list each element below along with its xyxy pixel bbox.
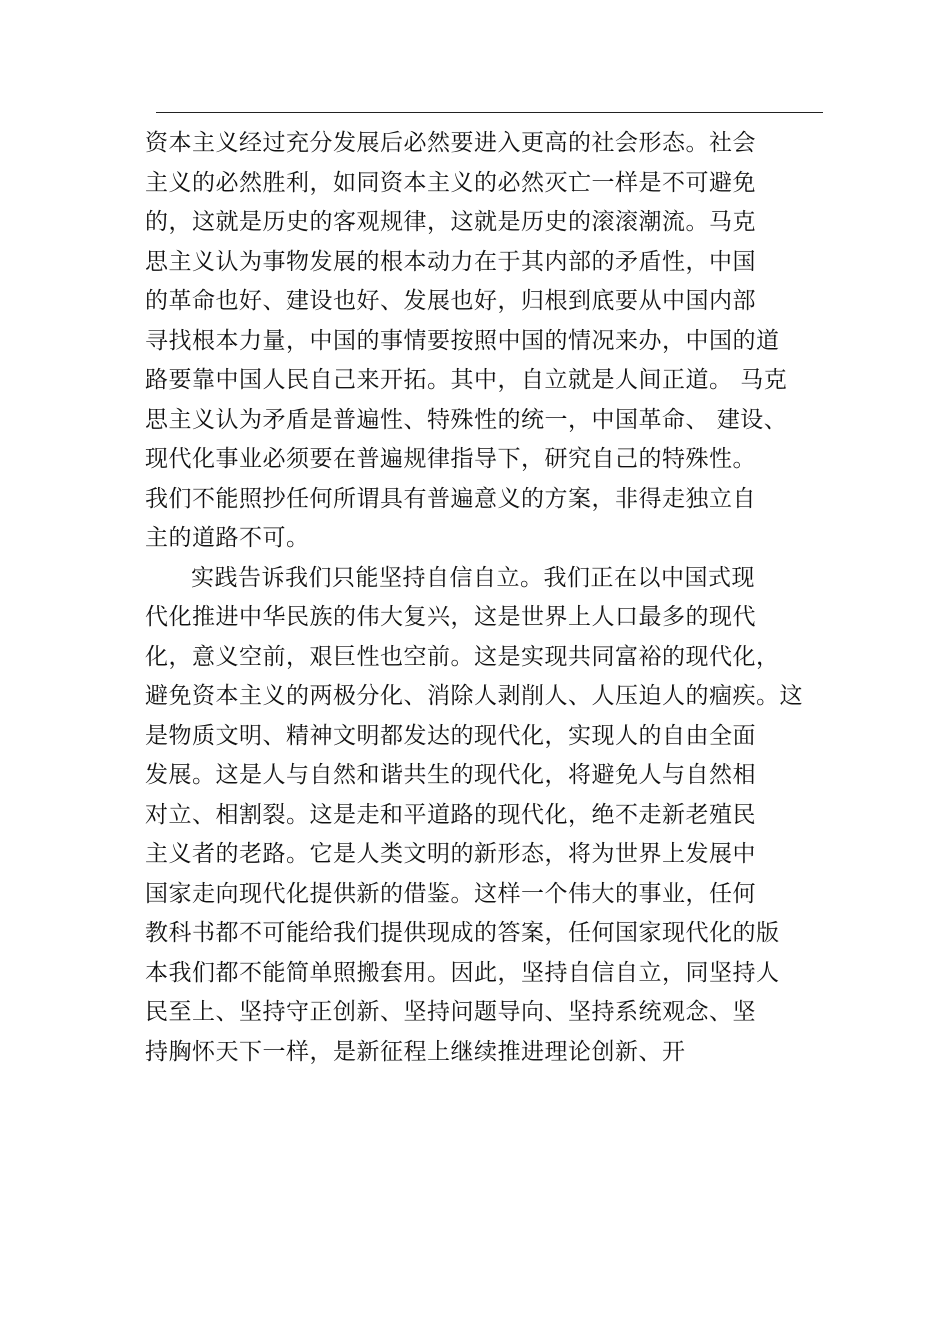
text-line: 我们不能照抄任何所谓具有普遍意义的方案，非得走独立自 (145, 485, 756, 512)
text-line: 代化推进中华民族的伟大复兴，这是世界上人口最多的现代 (145, 604, 756, 630)
text-line: 的，这就是历史的客观规律，这就是历史的滚滚潮流。马克 (145, 209, 756, 235)
text-line: 路要靠中国人民自己来开拓。其中，自立就是人间正道。 马克 (145, 367, 788, 393)
text-line: 国家走向现代化提供新的借鉴。这样一个伟大的事业，任何 (145, 880, 756, 907)
header-rule (156, 112, 823, 113)
text-line: 主义者的老路。它是人类文明的新形态，将为世界上发展中 (145, 841, 756, 867)
text-line: 避免资本主义的两极分化、消除人剥削人、人压迫人的痼疾。这 (145, 683, 803, 709)
text-line: 寻找根本力量，中国的事情要按照中国的情况来办，中国的道 (145, 327, 780, 354)
paragraph-2 (145, 559, 835, 1073)
text-line: 教科书都不可能给我们提供现成的答案，任何国家现代化的版 (145, 920, 780, 946)
text-line: 民至上、坚持守正创新、坚持问题导向、坚持系统观念、坚 (145, 999, 756, 1025)
text-line: 资本主义经过充分发展后必然要进入更高的社会形态。社会 (145, 130, 756, 156)
text-line: 对立、相割裂。这是走和平道路的现代化，绝不走新老殖民 (145, 801, 756, 828)
text-line: 主的道路不可。 (145, 525, 310, 551)
text-line: 现代化事业必须要在普遍规律指导下，研究自己的特殊性。 (145, 446, 756, 472)
text-line: 主义的必然胜利，如同资本主义的必然灭亡一样是不可避免 (145, 169, 756, 196)
text-line: 实践告诉我们只能坚持自信自立。我们正在以中国式现 (191, 564, 755, 591)
text-line: 思主义认为矛盾是普遍性、特殊性的统一，中国革命、 建设、 (145, 406, 788, 433)
text-line: 的革命也好、建设也好、发展也好，归根到底要从中国内部 (145, 288, 756, 314)
text-line: 发展。这是人与自然和谐共生的现代化，将避免人与自然相 (145, 762, 756, 788)
paragraph-1 (145, 124, 835, 559)
text-line: 化，意义空前，艰巨性也空前。这是实现共同富裕的现代化， (145, 643, 780, 670)
text-line: 本我们都不能简单照搬套用。因此，坚持自信自立，同坚持人 (145, 959, 780, 986)
document-body (145, 124, 835, 1072)
text-line: 持胸怀天下一样，是新征程上继续推进理论创新、开 (145, 1038, 686, 1065)
text-line: 是物质文明、精神文明都发达的现代化，实现人的自由全面 (145, 722, 756, 749)
text-line: 思主义认为事物发展的根本动力在于其内部的矛盾性，中国 (145, 248, 756, 275)
